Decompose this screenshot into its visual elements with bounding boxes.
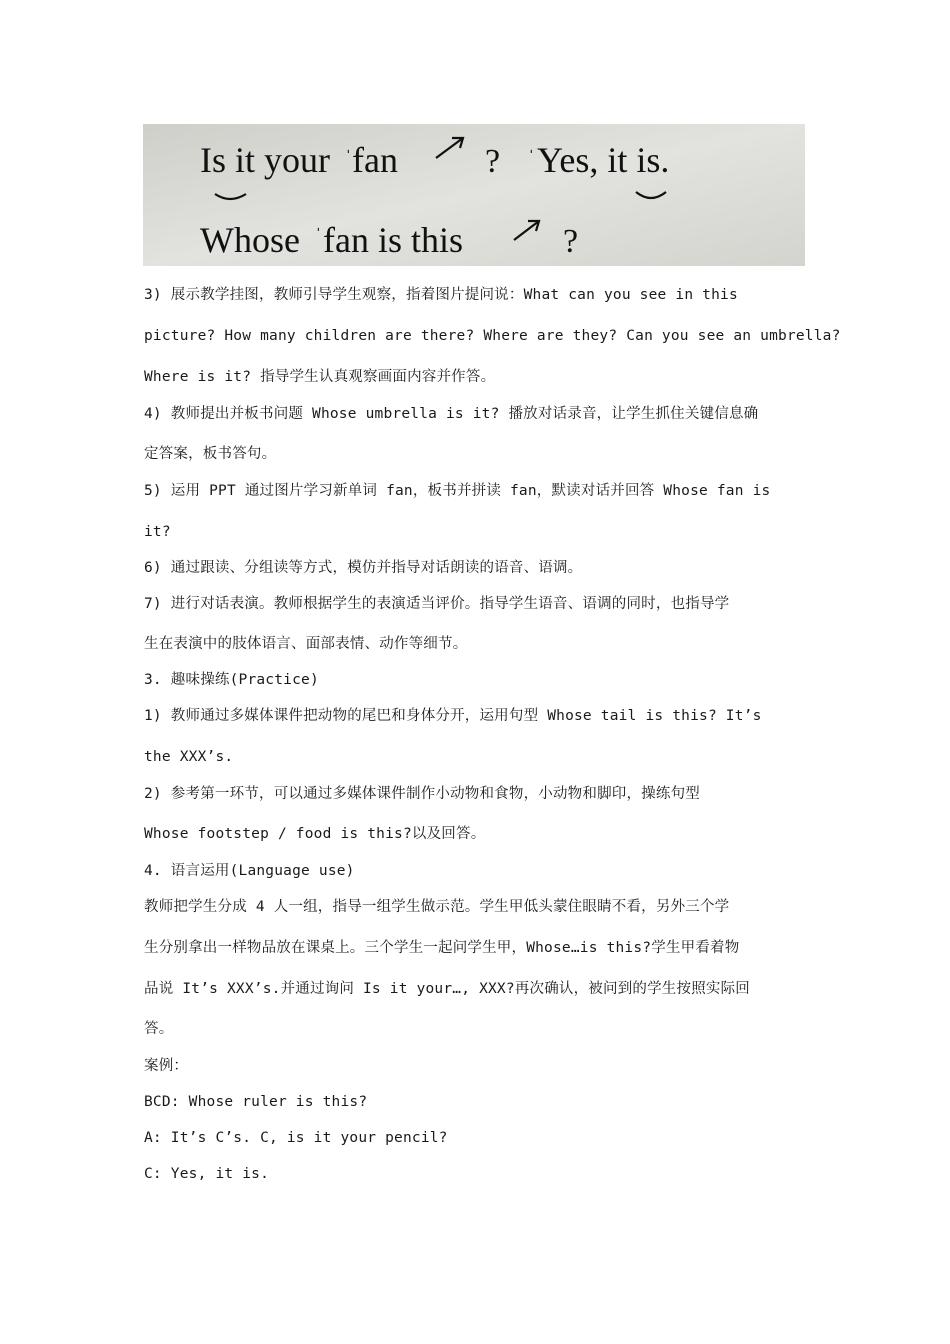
dialogue-line: BCD: Whose ruler is this? [144, 1094, 368, 1110]
stress-mark: ˈ [528, 147, 535, 169]
scan-line2-part-a: Whose [200, 220, 300, 260]
scan-line1-part-b: fan [352, 140, 398, 180]
dialogue-line: C: Yes, it is. [144, 1166, 270, 1182]
scan-line2-part-b: fan is this [323, 220, 463, 260]
intonation-scan-image [143, 124, 805, 266]
text-line: 案例： [144, 1058, 189, 1074]
text-line: it? [144, 524, 171, 540]
text-line: 3) 展示教学挂图，教师引导学生观察，指着图片提问说：What can you see in this [144, 287, 738, 303]
scan-line1-question: ? [485, 143, 501, 180]
text-line: 定答案，板书答句。 [144, 446, 277, 462]
section-heading: 4. 语言运用(Language use) [144, 863, 355, 879]
stress-mark: ˈ [315, 225, 322, 247]
text-line: the XXX’s. [144, 749, 234, 765]
text-line: Whose footstep / food is this?以及回答。 [144, 826, 486, 842]
scan-line2-question: ? [563, 223, 579, 260]
text-line: 2) 参考第一环节，可以通过多媒体课件制作小动物和食物，小动物和脚印，操练句型 [144, 786, 700, 802]
dialogue-line: A: It’s C’s. C, is it your pencil? [144, 1130, 448, 1146]
text-line: 4) 教师提出并板书问题 Whose umbrella is it? 播放对话录音，让学生抓住关键信息确 [144, 406, 759, 422]
text-line: 教师把学生分成 4 人一组，指导一组学生做示范。学生甲低头蒙住眼睛不看，另外三个学 [144, 899, 730, 915]
section-heading: 3. 趣味操练(Practice) [144, 672, 319, 688]
text-line: 生分别拿出一样物品放在课桌上。三个学生一起问学生甲，Whose…is this?学生甲看着物 [144, 940, 740, 956]
text-line: 生在表演中的肢体语言、面部表情、动作等细节。 [144, 636, 468, 652]
intonation-diagram [143, 124, 805, 266]
text-line: 6) 通过跟读、分组读等方式，模仿并指导对话朗读的语音、语调。 [144, 560, 583, 576]
text-line: 1) 教师通过多媒体课件把动物的尾巴和身体分开，运用句型 Whose tail is this? It’s [144, 708, 762, 724]
scan-line1-part-c: Yes, it is. [537, 140, 670, 180]
text-line: 答。 [144, 1021, 174, 1037]
stress-mark: ˈ [345, 147, 352, 169]
scan-line1-part-a: Is it your [200, 140, 330, 180]
text-line: picture? How many children are there? Where are they? Can you see an umbrella? [144, 328, 841, 344]
text-line: 5) 运用 PPT 通过图片学习新单词 fan，板书并拼读 fan，默读对话并回答 Whose fan is [144, 483, 771, 499]
text-line: 品说 It’s XXX’s.并通过询问 Is it your…, XXX?再次确认，被问到的学生按照实际回 [144, 981, 750, 997]
text-line: Where is it? 指导学生认真观察画面内容并作答。 [144, 369, 496, 385]
text-line: 7) 进行对话表演。教师根据学生的表演适当评价。指导学生语音、语调的同时，也指导学 [144, 596, 730, 612]
